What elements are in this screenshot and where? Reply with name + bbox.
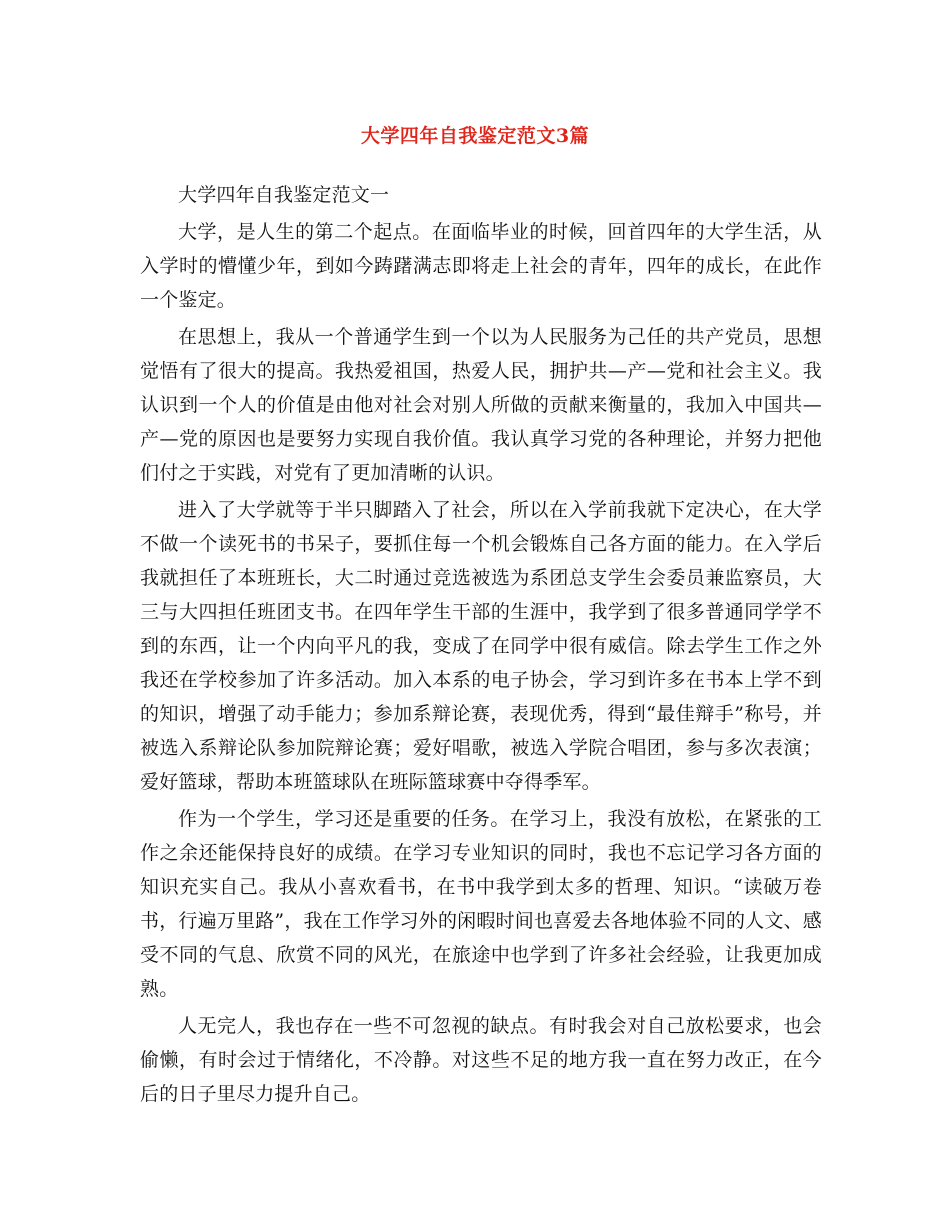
paragraph-intro: 大学，是人生的第二个起点。在面临毕业的时候，回首四年的大学生活，从入学时的懵懂少年，到如今踌躇满志即将走上社会的青年，四年的成长，在此作一个鉴定。 (140, 221, 822, 311)
paragraph-activities: 进入了大学就等于半只脚踏入了社会，所以在入学前我就下定决心，在大学不做一个读死书的书呆子，要抓住每一个机会锻炼自己各方面的能力。在入学后我就担任了本班班长，大二时通过竞选被选为系团总支学生会委员兼监察员，大三与大四担任班团支书。在四年学生干部的生涯中，我学到了很多普通同学学不到的东西，让一个内向平凡的我，变成了在同学中很有威信。除去学生工作之外我还在学校参加了许多活动。加入本系的电子协会，学习到许多在书本上学不到的知识，增强了动手能力；参加系辩论赛，表现优秀，得到“最佳辩手”称号，并被选入系辩论队参加院辩论赛；爱好唱歌，被选入学院合唱团，参与多次表演；爱好篮球，帮助本班篮球队在班际篮球赛中夺得季军。 (140, 499, 822, 793)
paragraph-shortcomings: 人无完人，我也存在一些不可忽视的缺点。有时我会对自己放松要求，也会偷懒，有时会过于情绪化，不冷静。对这些不足的地方我一直在努力改正，在今后的日子里尽力提升自己。 (140, 1015, 822, 1105)
document-title: 大学四年自我鉴定范文3篇 (360, 125, 590, 147)
section-heading: 大学四年自我鉴定范文一 (178, 184, 390, 206)
paragraph-study: 作为一个学生，学习还是重要的任务。在学习上，我没有放松，在紧张的工作之余还能保持良好的成绩。在学习专业知识的同时，我也不忘记学习各方面的知识充实自己。我从小喜欢看书，在书中我学到太多的哲理、知识。“读破万卷书，行遍万里路”，我在工作学习外的闲暇时间也喜爱去各地体验不同的人文、感受不同的气息、欣赏不同的风光，在旅途中也学到了许多社会经验，让我更加成熟。 (140, 808, 822, 1000)
document-body (140, 178, 822, 1111)
paragraph-ideology: 在思想上，我从一个普通学生到一个以为人民服务为己任的共产党员，思想觉悟有了很大的提高。我热爱祖国，热爱人民，拥护共—产—党和社会主义。我认识到一个人的价值是由他对社会对别人所做的贡献来衡量的，我加入中国共—产—党的原因也是要努力实现自我价值。我认真学习党的各种理论，并努力把他们付之于实践，对党有了更加清晰的认识。 (140, 326, 822, 484)
